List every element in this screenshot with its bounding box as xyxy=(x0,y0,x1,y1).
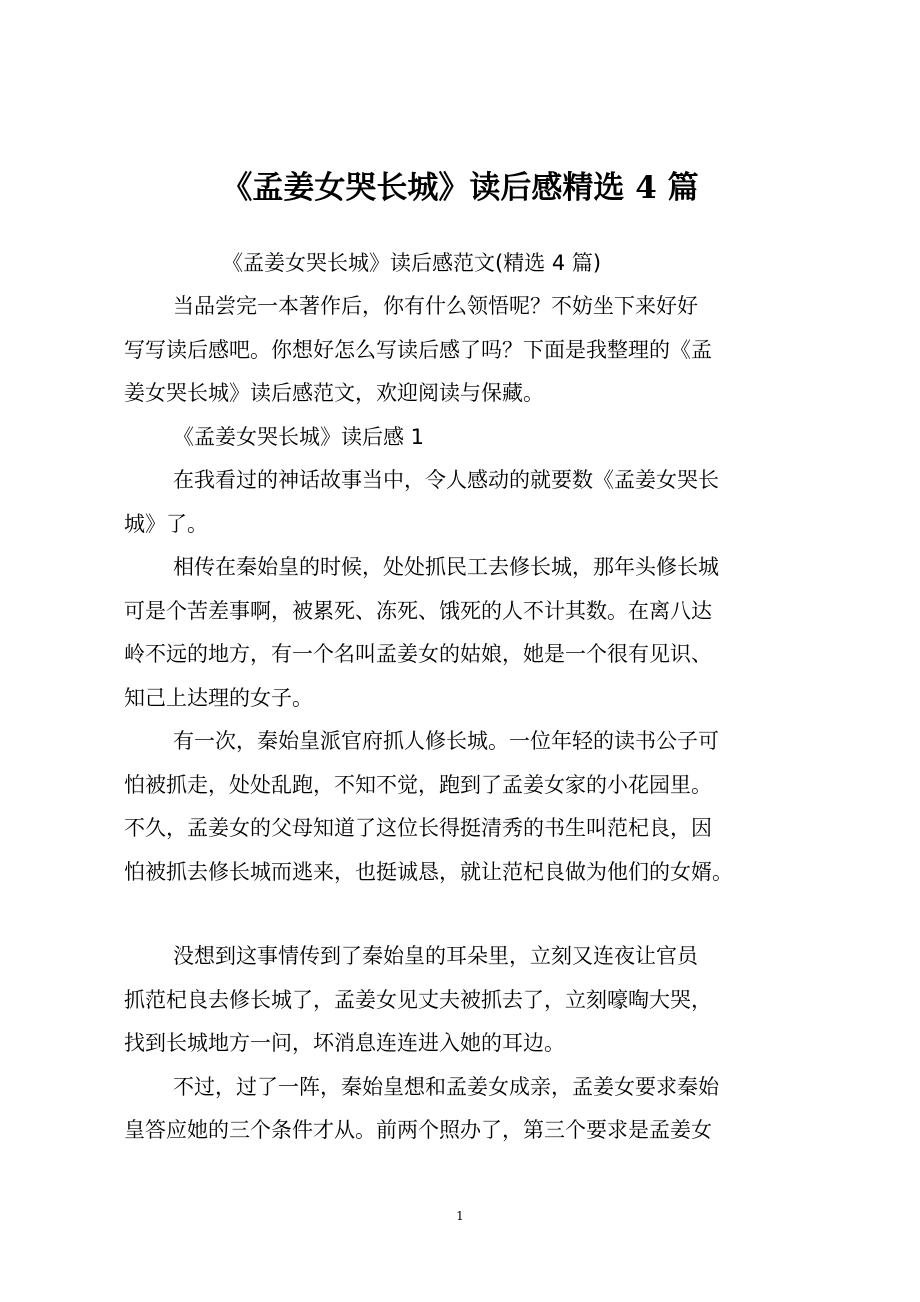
section-heading: 《孟姜女哭长城》读后感 1 xyxy=(173,425,425,449)
body-line: 有一次，秦始皇派官府抓人修长城。一位年轻的读书公子可 xyxy=(173,729,719,753)
body-line: 没想到这事情传到了秦始皇的耳朵里，立刻又连夜让官员 xyxy=(173,944,698,968)
page-number: 1 xyxy=(456,1209,464,1223)
body-line: 写写读后感吧。你想好怎么写读后感了吗？下面是我整理的《孟 xyxy=(124,338,712,362)
body-line: 相传在秦始皇的时候，处处抓民工去修长城，那年头修长城 xyxy=(173,555,719,579)
body-line: 不久，孟姜女的父母知道了这位长得挺清秀的书生叫范杞良，因 xyxy=(124,816,712,840)
body-line: 怕被抓走，处处乱跑，不知不觉，跑到了孟姜女家的小花园里。 xyxy=(124,773,712,797)
document-title: 《孟姜女哭长城》读后感精选 4 篇 xyxy=(221,170,699,206)
body-line: 可是个苦差事啊，被累死、冻死、饿死的人不计其数。在离八达 xyxy=(124,599,712,623)
body-line: 知己上达理的女子。 xyxy=(124,686,313,710)
body-line: 怕被抓去修长城而逃来，也挺诚恳，就让范杞良做为他们的女婿。 xyxy=(124,860,733,884)
body-line: 城》了。 xyxy=(124,512,208,536)
body-line: 抓范杞良去修长城了，孟姜女见丈夫被抓去了，立刻嚎啕大哭， xyxy=(124,988,712,1012)
body-line: 岭不远的地方，有一个名叫孟姜女的姑娘，她是一个很有见识、 xyxy=(124,642,712,666)
body-line: 在我看过的神话故事当中，令人感动的就要数《孟姜女哭长 xyxy=(173,468,719,492)
body-line: 不过，过了一阵，秦始皇想和孟姜女成亲，孟姜女要求秦始 xyxy=(173,1075,719,1099)
body-line: 找到长城地方一问，坏消息连连进入她的耳边。 xyxy=(124,1031,565,1055)
document-subtitle: 《孟姜女哭长城》读后感范文(精选 4 篇) xyxy=(222,251,602,275)
body-line: 当品尝完一本著作后，你有什么领悟呢？不妨坐下来好好 xyxy=(173,294,698,318)
body-line: 姜女哭长城》读后感范文，欢迎阅读与保藏。 xyxy=(124,381,544,405)
body-line: 皇答应她的三个条件才从。前两个照办了，第三个要求是孟姜女 xyxy=(124,1118,712,1142)
